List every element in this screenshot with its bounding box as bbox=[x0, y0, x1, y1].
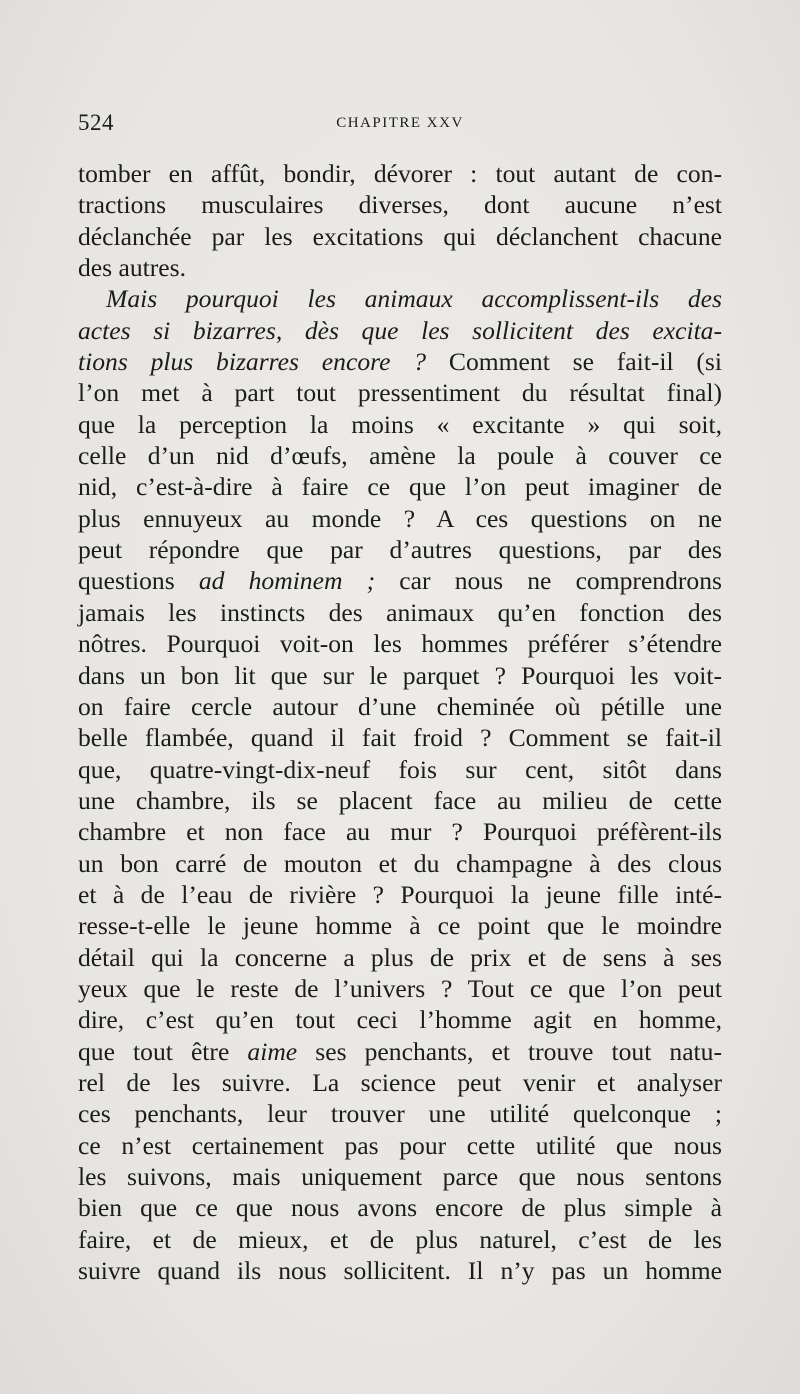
text-segment: que la perception la moins « excitante » qui soit, bbox=[78, 409, 722, 439]
text-segment: nôtres. Pourquoi voit-on les hommes préférer s’étendre bbox=[78, 629, 722, 659]
text-segment: resse-t-elle le jeune homme à ce point que le moindre bbox=[78, 911, 722, 941]
text-line bbox=[78, 1192, 722, 1223]
text-line bbox=[78, 722, 722, 753]
text-segment: que tout être bbox=[78, 1036, 248, 1066]
page-number: 524 bbox=[78, 110, 114, 135]
text-segment: bien que ce que nous avons encore de plus simple à bbox=[78, 1193, 722, 1223]
text-segment: et à de l’eau de rivière ? Pourquoi la jeune fille inté- bbox=[78, 879, 722, 909]
text-segment: jamais les instincts des animaux qu’en fonction des bbox=[78, 597, 722, 627]
text-line bbox=[78, 440, 722, 471]
text-line bbox=[78, 910, 722, 941]
text-line bbox=[78, 221, 722, 252]
text-segment: ces penchants, leur trouver une utilité quelconque ; bbox=[78, 1099, 722, 1129]
text-line bbox=[78, 691, 722, 722]
text-segment: faire, et de mieux, et de plus naturel, c’est de les bbox=[78, 1224, 722, 1254]
text-segment: yeux que le reste de l’univers ? Tout ce que l’on peut bbox=[78, 973, 722, 1003]
text-line bbox=[78, 346, 722, 377]
text-line bbox=[78, 503, 722, 534]
italic-text: aime bbox=[247, 1036, 298, 1066]
text-segment: plus ennuyeux au monde ? A ces questions on ne bbox=[78, 503, 722, 533]
text-segment: les suivons, mais uniquement parce que nous sentons bbox=[78, 1162, 722, 1191]
text-segment: belle flambée, quand il fait froid ? Comment se fait-il bbox=[78, 723, 722, 753]
text-line bbox=[78, 660, 722, 691]
text-line bbox=[78, 471, 722, 502]
text-line bbox=[78, 534, 722, 565]
text-segment: questions bbox=[78, 566, 199, 596]
text-segment: rel de les suivre. La science peut venir et analyser bbox=[78, 1067, 722, 1097]
text-line bbox=[78, 1255, 722, 1286]
page-header bbox=[78, 108, 722, 138]
text-segment: dire, c’est qu’en tout ceci l’homme agit en homme, bbox=[78, 1005, 722, 1035]
text-segment: détail qui la concerne a plus de prix et de sens à ses bbox=[78, 942, 722, 972]
running-head: CHAPITRE XXV bbox=[336, 115, 464, 131]
text-segment: déclanchée par les excitations qui déclanchent chacune bbox=[78, 221, 722, 251]
text-line bbox=[78, 315, 722, 346]
text-segment: peut répondre que par d’autres questions, par des bbox=[78, 535, 722, 565]
text-line bbox=[78, 158, 722, 189]
text-segment: des autres. bbox=[78, 253, 187, 283]
text-segment: tractions musculaires diverses, dont aucune n’est bbox=[78, 190, 722, 220]
text-segment: un bon carré de mouton et du champagne à des clous bbox=[78, 848, 722, 878]
text-line bbox=[78, 252, 722, 283]
text-line bbox=[78, 879, 722, 910]
text-line bbox=[78, 1161, 722, 1192]
text-segment: celle d’un nid d’œufs, amène la poule à couver ce bbox=[78, 441, 722, 471]
text-segment: car nous ne comprendrons bbox=[375, 566, 722, 596]
text-line bbox=[78, 1098, 722, 1129]
italic-text: tions plus bizarres encore ? bbox=[78, 347, 427, 377]
text-segment: tomber en affût, bondir, dévorer : tout autant de con- bbox=[78, 159, 722, 188]
text-line bbox=[78, 565, 722, 596]
text-line bbox=[78, 283, 722, 314]
text-line bbox=[78, 816, 722, 847]
text-line bbox=[78, 409, 722, 440]
text-line bbox=[78, 785, 722, 816]
text-segment: Comment se fait-il (si bbox=[426, 347, 722, 377]
text-line bbox=[78, 377, 722, 408]
text-line bbox=[78, 189, 722, 220]
text-segment: que, quatre-vingt-dix-neuf fois sur cent, sitôt dans bbox=[78, 754, 722, 784]
text-line bbox=[78, 1036, 722, 1067]
text-line bbox=[78, 597, 722, 628]
text-line bbox=[78, 1067, 722, 1098]
italic-text: actes si bizarres, dès que les sollicitent des excita- bbox=[78, 315, 722, 345]
text-line bbox=[78, 754, 722, 785]
text-segment: une chambre, ils se placent face au milieu de cette bbox=[78, 785, 722, 815]
text-segment: suivre quand ils nous sollicitent. Il n’y pas un homme bbox=[78, 1256, 722, 1286]
text-line bbox=[78, 973, 722, 1004]
text-line bbox=[78, 1224, 722, 1255]
text-line bbox=[78, 1130, 722, 1161]
body-text bbox=[78, 158, 722, 1286]
italic-text: Mais pourquoi les animaux accomplissent-ils des bbox=[106, 284, 722, 314]
text-segment: ses penchants, et trouve tout natu- bbox=[297, 1036, 722, 1066]
text-line bbox=[78, 1004, 722, 1035]
text-segment: nid, c’est-à-dire à faire ce que l’on peut imaginer de bbox=[78, 472, 722, 502]
text-line bbox=[78, 848, 722, 879]
text-segment: ce n’est certainement pas pour cette utilité que nous bbox=[78, 1130, 722, 1160]
text-line bbox=[78, 942, 722, 973]
text-segment: l’on met à part tout pressentiment du résultat final) bbox=[78, 378, 722, 408]
text-line bbox=[78, 628, 722, 659]
text-segment: chambre et non face au mur ? Pourquoi préfèrent-ils bbox=[78, 817, 722, 847]
text-segment: on faire cercle autour d’une cheminée où pétille une bbox=[78, 691, 722, 721]
italic-text: ad hominem ; bbox=[198, 566, 376, 596]
text-segment: dans un bon lit que sur le parquet ? Pourquoi les voit- bbox=[78, 660, 722, 690]
